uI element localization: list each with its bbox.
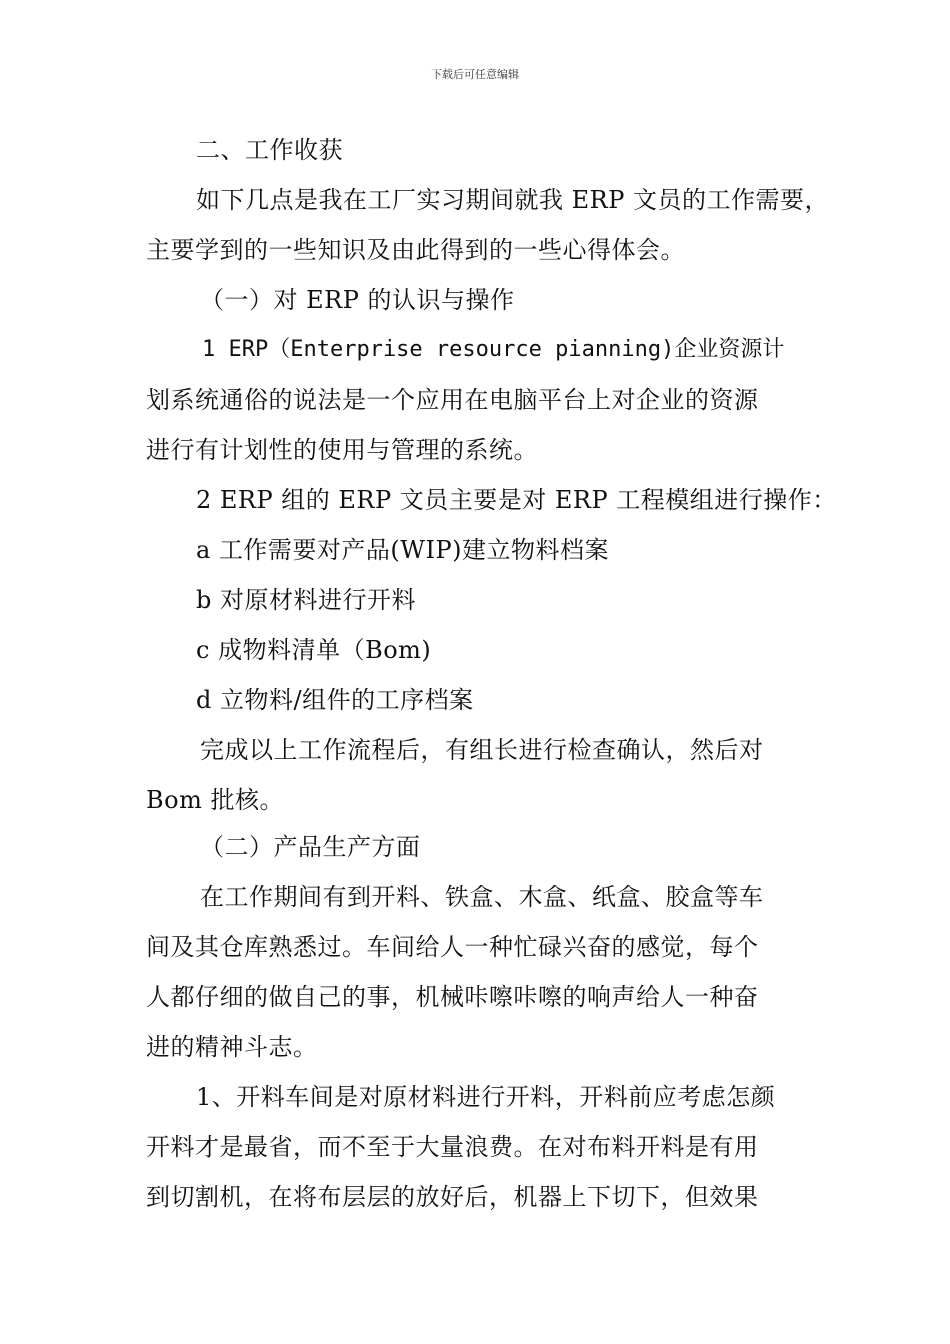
subsection-heading: （二）产品生产方面: [200, 833, 421, 861]
list-item: c 成物料清单（Bom): [196, 636, 432, 664]
section-heading: 二、工作收获: [196, 136, 343, 164]
paragraph-line: 进的精神斗志。: [146, 1033, 318, 1061]
paragraph-line: 如下几点是我在工厂实习期间就我 ERP 文员的工作需要，: [196, 186, 829, 214]
paragraph-line: 1、开料车间是对原材料进行开料，开料前应考虑怎颜: [196, 1083, 776, 1111]
subsection-heading: （一）对 ERP 的认识与操作: [200, 286, 515, 314]
paragraph-line: 到切割机，在将布层层的放好后，机器上下切下，但效果: [146, 1183, 759, 1211]
paragraph-line: 2 ERP 组的 ERP 文员主要是对 ERP 工程模组进行操作：: [196, 486, 837, 514]
list-item: a 工作需要对产品(WIP)建立物料档案: [196, 536, 609, 564]
paragraph-line: 开料才是最省，而不至于大量浪费。在对布料开料是有用: [146, 1133, 759, 1161]
paragraph-line: 完成以上工作流程后，有组长进行检查确认，然后对: [200, 736, 764, 764]
paragraph-line: 1 ERP（Enterprise resource pianning)企业资源计: [202, 337, 785, 362]
paragraph-line: 人都仔细的做自己的事，机械咔嚓咔嚓的响声给人一种奋: [146, 983, 759, 1011]
list-item: b 对原材料进行开料: [196, 586, 416, 614]
paragraph-line: 划系统通俗的说法是一个应用在电脑平台上对企业的资源: [146, 386, 759, 414]
page-header: 下载后可任意编辑: [431, 68, 519, 81]
paragraph-line: Bom 批核。: [146, 786, 284, 814]
paragraph-line: 间及其仓库熟悉过。车间给人一种忙碌兴奋的感觉，每个: [146, 933, 759, 961]
list-item: d 立物料/组件的工序档案: [196, 686, 474, 714]
paragraph-line: 在工作期间有到开料、铁盒、木盒、纸盒、胶盒等车: [200, 883, 764, 911]
paragraph-line: 主要学到的一些知识及由此得到的一些心得体会。: [146, 236, 685, 264]
paragraph-line: 进行有计划性的使用与管理的系统。: [146, 436, 538, 464]
